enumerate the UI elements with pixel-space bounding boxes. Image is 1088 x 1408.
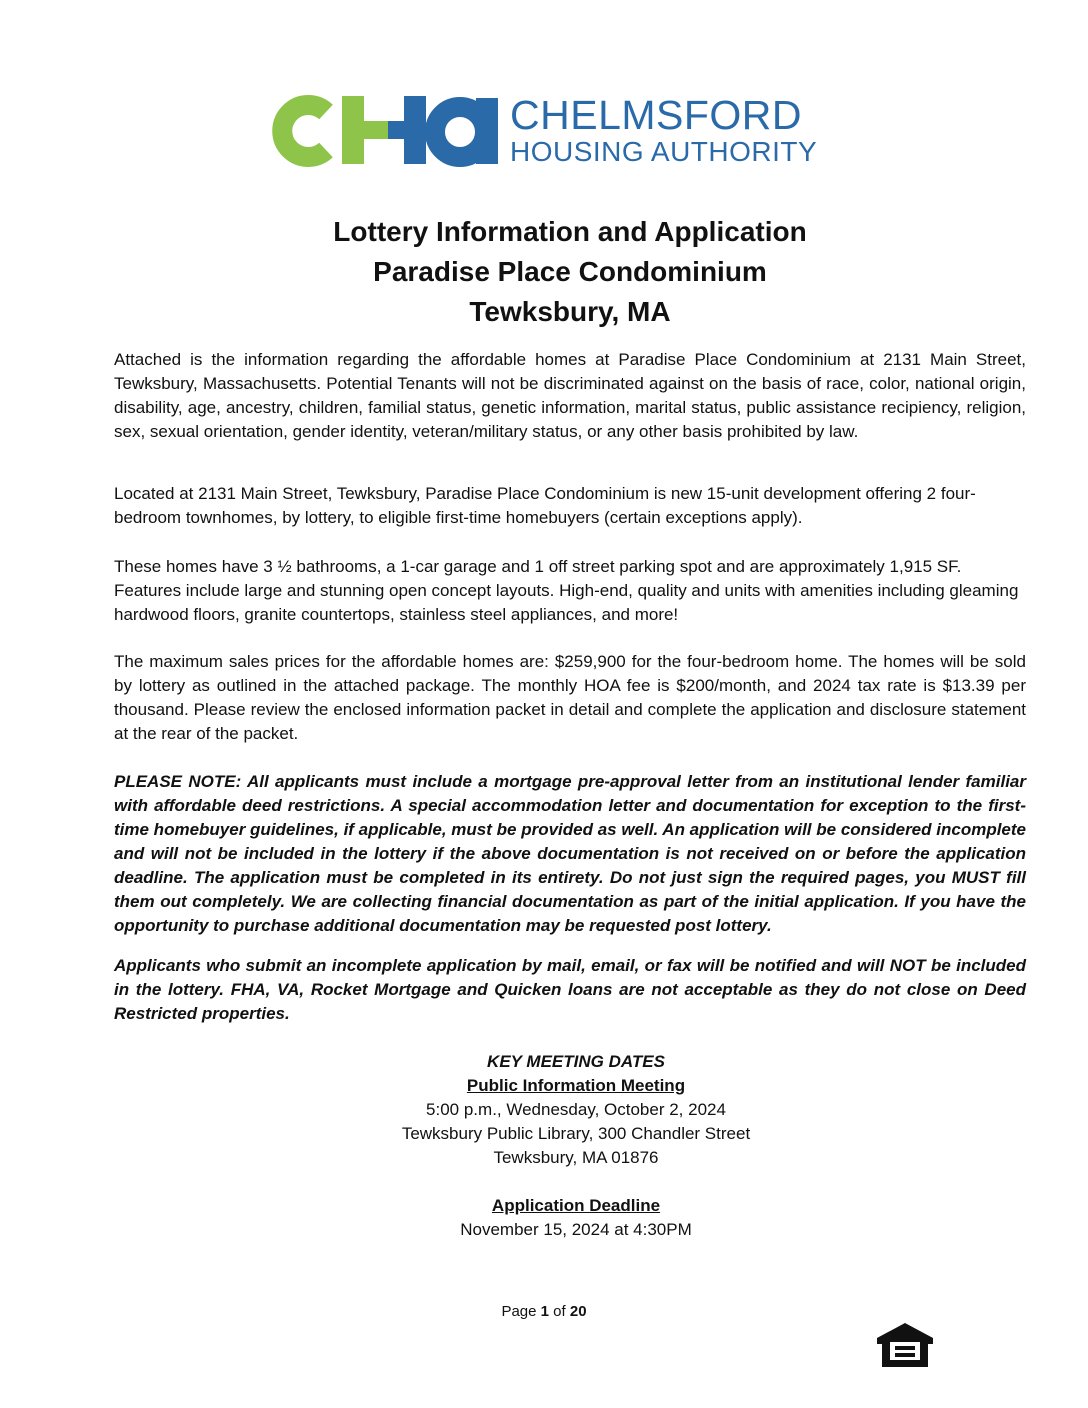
cha-logo bbox=[264, 92, 824, 172]
document-title bbox=[114, 212, 1026, 332]
page-number bbox=[0, 1303, 1088, 1320]
org-name-line1: CHELMSFORD bbox=[510, 92, 803, 138]
public-info-meeting-city: Tewksbury, MA 01876 bbox=[493, 1148, 659, 1167]
intro-paragraph: Attached is the information regarding the affordable homes at Paradise Place Condominium at 2131 Main Street, Tewksbury, Massachusetts. Potential Tenants will not be discriminated against on the basis of race, color, national origin, disability, age, ancestry, children, familial status, genetic information, marital status, public assistance recipiency, religion, sex, sexual orientation, gender identity, veteran/military status, or any other basis prohibited by law. bbox=[114, 350, 1026, 441]
cha-letters-logo bbox=[264, 92, 500, 168]
location-paragraph: Located at 2131 Main Street, Tewksbury, Paradise Place Condominium is new 15-unit development offering 2 four-bedroom townhomes, by lottery, to eligible first-time homebuyers (certain exceptions apply). bbox=[114, 484, 976, 527]
page-of: of bbox=[553, 1303, 566, 1320]
public-info-meeting-time: 5:00 p.m., Wednesday, October 2, 2024 bbox=[426, 1100, 726, 1119]
features-paragraph: These homes have 3 ½ bathrooms, a 1-car garage and 1 off street parking spot and are approximately 1,915 SF. Features include large and stunning open concept layouts. High-end, quality and units with amenities including gleaming hardwood floors, granite countertops, stainless steel appliances, and more! bbox=[114, 557, 1019, 624]
title-line3: Tewksbury, MA bbox=[469, 296, 671, 327]
application-deadline-title: Application Deadline bbox=[491, 1196, 661, 1215]
page-prefix: Page bbox=[501, 1303, 537, 1320]
key-meeting-dates bbox=[114, 1050, 1038, 1242]
pricing-paragraph: The maximum sales prices for the affordable homes are: $259,900 for the four-bedroom home. The homes will be sold by lottery as outlined in the attached package. The monthly HOA fee is $200/month, and 2024 tax rate is $13.39 per thousand. Please review the enclosed information packet in detail and complete the application and disclosure statement at the rear of the packet. bbox=[114, 652, 1026, 743]
title-line1: Lottery Information and Application bbox=[333, 216, 807, 247]
page-current: 1 bbox=[540, 1303, 549, 1320]
incomplete-application-paragraph: Applicants who submit an incomplete application by mail, email, or fax will be notified and will NOT be included in the lottery. FHA, VA, Rocket Mortgage and Quicken loans are not acceptable as they do not close on Deed Restricted properties. bbox=[114, 956, 1026, 1023]
please-note-paragraph: PLEASE NOTE: All applicants must include a mortgage pre-approval letter from an institutional lender familiar with affordable deed restrictions. A special accommodation letter and documentation for exception to the first-time homebuyer guidelines, if applicable, must be provided as well. An application will be considered incomplete and will not be included in the lottery if the above documentation is not received on or before the application deadline. The application must be completed in its entirety. Do not just sign the required pages, you MUST fill them out completely. We are collecting financial documentation as part of the initial application. If you have the opportunity to purchase additional documentation may be requested post lottery. bbox=[114, 772, 1026, 935]
org-name-line2: HOUSING AUTHORITY bbox=[510, 136, 818, 167]
public-info-meeting-title: Public Information Meeting bbox=[466, 1076, 686, 1095]
title-line2: Paradise Place Condominium bbox=[373, 256, 767, 287]
application-deadline-date: November 15, 2024 at 4:30PM bbox=[460, 1220, 692, 1239]
public-info-meeting-location: Tewksbury Public Library, 300 Chandler Street bbox=[401, 1124, 751, 1143]
key-meeting-dates-header: KEY MEETING DATES bbox=[487, 1052, 665, 1071]
equal-housing-opportunity-icon bbox=[876, 1322, 934, 1368]
page-total: 20 bbox=[569, 1303, 587, 1320]
